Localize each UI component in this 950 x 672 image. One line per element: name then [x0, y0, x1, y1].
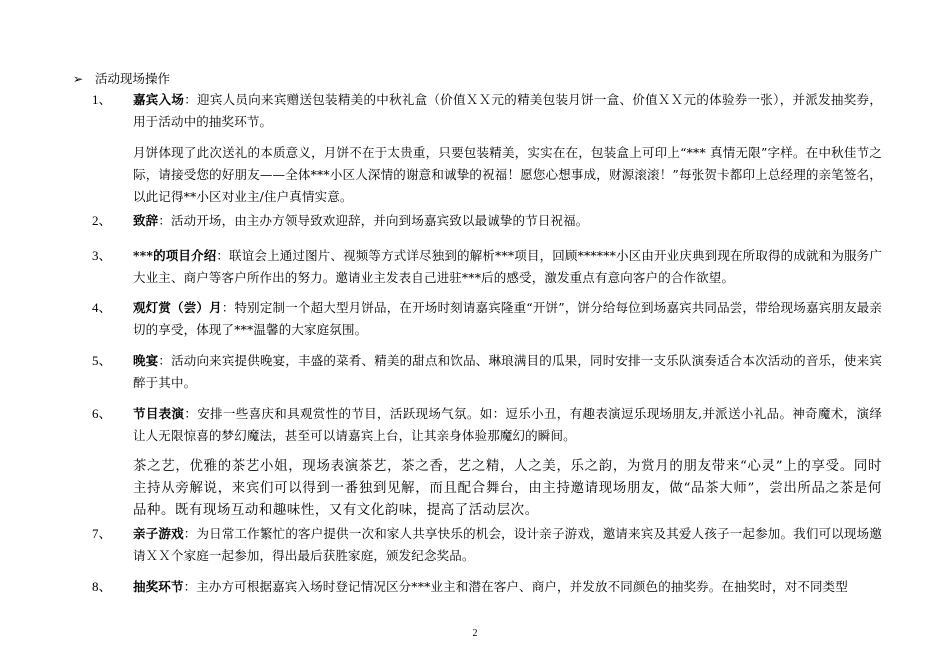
list-item-7	[92, 523, 882, 567]
item-text: ：安排一些喜庆和具观赏性的节目，活跃现场气氛。如：逗乐小丑，有趣表演逗乐现场朋友,并派送小礼品。神奇魔术，演绎让人无限惊喜的梦幻魔法，甚至可以请嘉宾上台，让其亲身体验那魔幻的瞬间。	[133, 406, 882, 443]
item-body	[133, 576, 882, 598]
section-heading	[73, 70, 170, 88]
item-text: ：为日常工作繁忙的客户提供一次和家人共享快乐的机会，设计亲子游戏，邀请来宾及其爱人孩子一起参加。我们可以现场邀请ＸＸ个家庭一起参加，得出最后获胜家庭，颁发纪念奖品。	[133, 526, 882, 563]
page-number: 2	[472, 628, 478, 639]
item-text: ：迎宾人员向来宾赠送包装精美的中秋礼盒（价值ＸＸ元的精美包装月饼一盒、价值ＸＸ元的体验券一张），并派发抽奖券，用于活动中的抽奖环节。	[133, 92, 882, 129]
mooncake-paragraph: 月饼体现了此次送礼的本质意义，月饼不在于太贵重，只要包装精美，实实在在，包装盒上可印上“*** 真情无限”字样。在中秋佳节之际，请接受您的好朋友——全体***小区人深情的谢意和诚挚的祝福！愿您心想事成，财源滚滚！”每张贺卡都印上总经理的亲笔签名，以此记得**小区对业主/住户真情实意。	[133, 145, 882, 204]
list-item-5	[92, 350, 882, 394]
list-item-6	[92, 403, 882, 447]
list-item-8	[92, 576, 882, 598]
list-item-3	[92, 245, 882, 289]
item-label: 晚宴	[133, 353, 159, 368]
item-label: 嘉宾入场	[133, 92, 185, 107]
item-number: 4、	[92, 300, 112, 315]
item-number: 3、	[92, 248, 112, 263]
item-text: ：活动向来宾提供晚宴，丰盛的菜肴、精美的甜点和饮品、琳琅满目的瓜果，同时安排一支乐队演奏适合本次活动的音乐，使来宾醉于其中。	[133, 353, 882, 390]
list-item-1	[92, 89, 882, 133]
item-number: 2、	[92, 213, 112, 228]
item-number: 6、	[92, 406, 112, 421]
list-item-2	[92, 210, 882, 232]
item-body	[133, 210, 882, 232]
item-text: ：主办方可根据嘉宾入场时登记情况区分***业主和潜在客户、商户，并发放不同颜色的抽奖券。在抽奖时，对不同类型	[183, 579, 848, 594]
item-body	[133, 297, 882, 341]
item-number: 7、	[92, 526, 112, 541]
item-label: 抽奖环节	[133, 579, 184, 594]
item-body	[133, 350, 882, 394]
item-label: 致辞	[133, 213, 159, 228]
tea-paragraph: 茶之艺，优雅的茶艺小姐，现场表演茶艺，茶之香，艺之精，人之美，乐之韵，为赏月的朋友带来“心灵”上的享受。同时主持从旁解说，来宾们可以得到一番独到见解，而且配合舞台，由主持邀请现场朋友，做“品茶大师”，尝出所品之茶是何品种。既有现场互动和趣味性，又有文化韵味，提高了活动层次。	[133, 459, 882, 518]
item-number: 8、	[92, 579, 112, 594]
item-label: ***的项目介绍	[133, 248, 217, 263]
arrow-bullet-icon: ➢	[73, 72, 84, 86]
item-number: 5、	[92, 353, 112, 368]
section-title: 活动现场操作	[95, 71, 171, 86]
item-body	[133, 245, 882, 289]
item-body	[133, 403, 882, 447]
item-text: ：联谊会上通过图片、视频等方式详尽独到的解析***项目，回顾******小区由开业庆典到现在所取得的成就和为服务广大业主、商户等客户所作出的努力。邀请业主发表自己进驻***后的感受，激发重点有意向客户的合作欲望。	[133, 248, 882, 285]
item-label: 观灯赏（尝）月	[133, 300, 222, 315]
item-text: ：特别定制一个超大型月饼品，在开场时刻请嘉宾隆重“开饼”，饼分给每位到场嘉宾共同品尝，带给现场嘉宾朋友最亲切的享受，体现了***温馨的大家庭氛围。	[133, 300, 882, 337]
item-body	[133, 523, 882, 567]
item-text: ：活动开场，由主办方领导致欢迎辞，并向到场嘉宾致以最诚挚的节日祝福。	[158, 213, 589, 228]
list-item-4	[92, 297, 882, 341]
item-label: 亲子游戏	[133, 526, 184, 541]
item-body	[133, 89, 882, 133]
item-label: 节目表演	[133, 406, 185, 421]
item-number: 1、	[92, 92, 112, 107]
